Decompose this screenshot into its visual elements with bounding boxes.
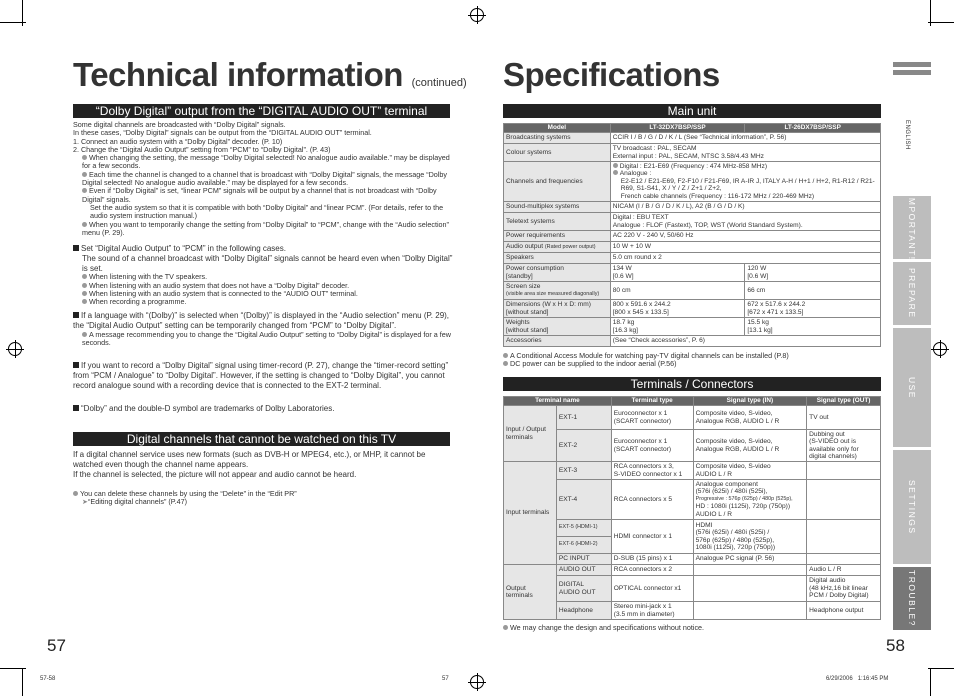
terminal-type: RCA connectors x 3, S-VIDEO connector x 1: [611, 462, 693, 480]
left-title-text: Technical information: [73, 56, 403, 93]
side-marker: [893, 70, 931, 75]
spec-header-cell: LT-32DX7BSP/SSP: [610, 124, 745, 133]
left-title: [73, 56, 467, 94]
bullet-icon: [613, 170, 618, 175]
terminal-row: [504, 554, 881, 565]
terminal-name: EXT-6 (HDMI-2): [556, 537, 611, 554]
terminal-signal-out: Dubbing out (S-VIDEO out is available only for digital channels): [807, 430, 881, 462]
registration-mark-left: [8, 342, 22, 356]
spec-label: Teletext systems: [504, 213, 611, 231]
dolby-bullet: When you want to temporarily change the setting from “Dolby Digital” to “PCM”, change with the “Audio selection” menu (P. 29).: [82, 219, 449, 237]
terminal-type: HDMI connector x 1: [611, 520, 693, 554]
spec-row: [504, 144, 881, 162]
pcm-body: The sound of a channel broadcast with “Dolby Digital” signals cannot be heard even when “Dolby Digital” is set.: [82, 253, 453, 273]
bullet-icon: [503, 361, 508, 366]
terminal-signal-in: HDMI (576i (625i) / 480i (525i) / 576p (625p) / 480p (525p), 1080i (1125i), 720p (750p)): [693, 520, 807, 554]
lang-bullet: A message recommending you to change the “Digital Audio Output” setting to “Dolby Digital” is displayed for a few seconds.: [82, 329, 451, 347]
terminal-signal-out: Digital audio (48 kHz,16 bit linear PCM / Dolby Digital): [807, 576, 881, 602]
registration-mark-right: [933, 342, 947, 356]
terminal-signal-in: Analogue PC signal (P. 56): [693, 554, 807, 565]
pcm-bullet: When listening with an audio system that is connected to the “AUDIO OUT” terminal.: [73, 290, 453, 298]
lang-para: If a language with “(Dolby)” is selected when “(Dolby)” is displayed in the “Audio selection” menu (P. 29), the “Digital Audio Output” setting can be temporarily changed from “PCM” to “Dolby Digital”.: [73, 311, 450, 330]
bullet-icon: [82, 283, 87, 288]
terminal-type: D-SUB (15 pins) x 1: [611, 554, 693, 565]
spec-value: Digital : EBU TEXT Analogue : FLOF (Fastext), TOP, WST (World Standard System).: [610, 213, 880, 231]
pcm-bullet: When listening with the TV speakers.: [73, 273, 453, 281]
terminal-row: [504, 462, 881, 480]
terminal-signal-in: Composite video, S-video, Analogue RGB, AUDIO L / R: [693, 406, 807, 430]
design-note: We may change the design and specifications without notice.: [503, 624, 881, 632]
terminal-row: [504, 520, 881, 537]
spec-notes: A Conditional Access Module for watching pay-TV digital channels can be installed (P.8) DC power can be supplied to the indoor aerial (P.56): [503, 352, 881, 369]
terminal-group: Input / Output terminals: [504, 406, 557, 462]
spec-label: Dimensions (W x H x D: mm) [without stand]: [504, 300, 611, 318]
spec-label: Accessories: [504, 336, 611, 347]
bullet-icon: [82, 172, 87, 177]
spec-row: [504, 213, 881, 231]
timer-section: [73, 361, 453, 390]
dolby-bullet-cont: Set the audio system so that it is compatible with both “Dolby Digital” and “linear PCM”. (For details, refer to the audio system instruction manual.): [90, 202, 444, 221]
footer-center-left: 57: [442, 676, 449, 682]
square-bullet-icon: [73, 312, 79, 318]
terminals-header-cell: Signal type (OUT): [807, 397, 881, 406]
bullet-icon: [82, 299, 87, 304]
terminal-signal-in: [693, 565, 807, 576]
bullet-icon: [73, 491, 78, 496]
right-title: [503, 56, 720, 94]
spec-value-26: 672 x 517.6 x 244.2 [672 x 471 x 133.5]: [745, 300, 881, 318]
spec-header-cell: LT-26DX7BSP/SSP: [745, 124, 881, 133]
spec-label: Audio output (Rated power output): [504, 242, 611, 253]
terminals-header-cell: Signal type (IN): [693, 397, 807, 406]
spec-row: [504, 231, 881, 242]
square-bullet-icon: [73, 405, 79, 411]
terminal-name: Headphone: [556, 602, 611, 620]
terminal-signal-out: TV out: [807, 406, 881, 430]
bullet-icon: [82, 155, 87, 160]
spec-value: 5.0 cm round x 2: [610, 253, 880, 264]
bullet-icon: [503, 625, 508, 630]
spec-value-32: 80 cm: [610, 282, 745, 300]
terminal-row: [504, 602, 881, 620]
terminals-table: [503, 396, 881, 620]
square-bullet-icon: [73, 245, 79, 251]
spec-label: Sound-multiplex systems: [504, 202, 611, 213]
spec-value-32: 134 W [0.6 W]: [610, 264, 745, 282]
terminal-row: [504, 480, 881, 520]
terminal-type: OPTICAL connector x1: [611, 576, 693, 602]
spec-label: Screen size (visible area size measured diagonally): [504, 282, 611, 300]
terminal-name: EXT-4: [556, 480, 611, 520]
digital-section-bar: Digital channels that cannot be watched on this TV: [73, 432, 450, 446]
spec-value-32: 18.7 kg [16.3 kg]: [610, 318, 745, 336]
crop-mark: [22, 668, 23, 696]
dolby-line: 2. Change the “Digital Audio Output” setting from “PCM” to “Dolby Digital”. (P. 43): [73, 144, 331, 154]
spec-value-26: 15.5 kg [13.1 kg]: [745, 318, 881, 336]
terminals-header-cell: Terminal type: [611, 397, 693, 406]
bullet-icon: [82, 274, 87, 279]
spec-label: Broadcasting systems: [504, 133, 611, 144]
terminal-row: [504, 430, 881, 462]
terminals-header-cell: Terminal name: [504, 397, 612, 406]
spec-value-26: 120 W [0.6 W]: [745, 264, 881, 282]
terminal-row: [504, 565, 881, 576]
crop-mark: [0, 668, 26, 669]
tab-prepare[interactable]: PREPARE: [893, 262, 931, 325]
terminal-type: RCA connectors x 2: [611, 565, 693, 576]
terminal-signal-in: Composite video, S-video AUDIO L / R: [693, 462, 807, 480]
dolby-line: 1. Connect an audio system with a “Dolby Digital” decoder. (P. 10): [73, 136, 283, 146]
bullet-icon: [613, 163, 618, 168]
spec-split-row: [504, 300, 881, 318]
tab-use[interactable]: USE: [893, 328, 931, 447]
bullet-icon: [82, 291, 87, 296]
terminal-row: [504, 406, 881, 430]
crop-mark: [0, 22, 26, 23]
dolby-bullet: Even if “Dolby Digital” is set, “linear PCM” signals will be output by a channel that is not broadcast with “Dolby Digital” signals.: [82, 186, 437, 204]
square-bullet-icon: [73, 362, 79, 368]
digital-section-body: [73, 450, 453, 479]
spec-label: Power consumption [standby]: [504, 264, 611, 282]
terminal-signal-out: Headphone output: [807, 602, 881, 620]
spec-value: TV broadcast : PAL, SECAM External input : PAL, SECAM, NTSC 3.58/4.43 MHz: [610, 144, 880, 162]
spec-value: CCIR I / B / G / D / K / L (See “Technical information”, P. 56): [610, 133, 880, 144]
right-page-number: 58: [886, 636, 905, 655]
bullet-icon: [82, 222, 87, 227]
terminals-bar: Terminals / Connectors: [503, 377, 881, 391]
terminal-group: Input terminals: [504, 462, 557, 565]
dolby-bullet: Each time the channel is changed to a channel that is broadcast with “Dolby Digital” signals, the message “Dolby Digital selected! No analogue audio available.” may be displayed for a few seconds.: [82, 169, 447, 188]
spec-value-26: 66 cm: [745, 282, 881, 300]
terminals-header-row: [504, 397, 881, 406]
tab-settings[interactable]: SETTINGS: [893, 450, 931, 564]
spec-value: NICAM (I / B / G / D / K / L), A2 (B / G / D / K): [610, 202, 880, 213]
tab-trouble[interactable]: TROUBLE?: [893, 567, 931, 630]
spec-row: [504, 162, 881, 202]
terminal-name: EXT-5 (HDMI-1): [556, 520, 611, 537]
spec-value: (See “Check accessories”, P. 6): [610, 336, 880, 347]
spec-label: Speakers: [504, 253, 611, 264]
terminal-signal-out: Audio L / R: [807, 565, 881, 576]
terminal-signal-out: [807, 462, 881, 480]
spec-value: Digital : E21-E69 (Frequency : 474 MHz-858 MHz) Analogue : E2-E12 / E21-E69, F2-F10 / F21-F69, IR A-IR J, ITALY A-H / H+1 / H+2, R1-R12 / R21-R69, S1-S41, X / Y / Z / Z+1 / Z+2, French cable channels (Frequency : 116-172 MHz / 220-469 MHz): [610, 162, 880, 202]
terminal-type: RCA connectors x 5: [611, 480, 693, 520]
terminal-signal-in: Analogue component (576i (625i) / 480i (525i), Progressive : 576p (625p) / 480p (525p), HD : 1080i (1125i), 720p (750p)) AUDIO L / R: [693, 480, 807, 520]
spec-table: [503, 123, 881, 347]
spec-label: Power requirements: [504, 231, 611, 242]
bullet-icon: [503, 353, 508, 358]
spec-row: [504, 202, 881, 213]
terminal-signal-in: Composite video, S-video, Analogue RGB, AUDIO L / R: [693, 430, 807, 462]
spec-header-row: [504, 124, 881, 133]
english-tab: ENGLISH: [904, 120, 910, 150]
bullet-icon: [82, 332, 87, 337]
dolby-line: In these cases, “Dolby Digital” signals can be output from the “DIGITAL AUDIO OUT” terminal.: [73, 128, 372, 138]
crop-mark: [928, 22, 954, 23]
terminal-name: EXT-2: [556, 430, 611, 462]
spec-value: 10 W + 10 W: [610, 242, 880, 253]
spec-row: [504, 253, 881, 264]
footer-left: 57-58: [40, 676, 56, 682]
terminal-signal-out: [807, 554, 881, 565]
terminal-group: Output terminals: [504, 565, 557, 620]
crop-mark: [928, 668, 954, 669]
terminal-name: EXT-1: [556, 406, 611, 430]
dolby-bullet: When changing the setting, the message “Dolby Digital selected! No analogue audio available.” may be displayed for a few seconds.: [82, 153, 450, 171]
digital-para: If a digital channel service uses new formats (such as DVB-H or MPEG4, etc.), or MHP, it cannot be watched even though the channel name appears.: [73, 450, 426, 469]
terminal-signal-in: [693, 602, 807, 620]
dolby-section-body: [73, 121, 451, 237]
spec-split-row: [504, 282, 881, 300]
dolby-section-bar: “Dolby Digital” output from the “DIGITAL AUDIO OUT” terminal: [73, 104, 450, 118]
bullet-icon: [82, 188, 87, 193]
pcm-section: [73, 244, 453, 307]
terminal-type: Stereo mini-jack x 1 (3.5 mm in diameter): [611, 602, 693, 620]
spec-label: Channels and frequencies: [504, 162, 611, 202]
spec-row: [504, 133, 881, 144]
terminal-type: Euroconnector x 1 (SCART connector): [611, 430, 693, 462]
terminal-name: PC INPUT: [556, 554, 611, 565]
terminal-type: Euroconnector x 1 (SCART connector): [611, 406, 693, 430]
spec-row: [504, 336, 881, 347]
terminal-name: EXT-3: [556, 462, 611, 480]
terminal-row: [504, 576, 881, 602]
terminal-name: DIGITAL AUDIO OUT: [556, 576, 611, 602]
tab-important[interactable]: IMPORTANT!: [893, 196, 931, 259]
pcm-head: Set “Digital Audio Output” to “PCM” in the following cases.: [73, 244, 453, 254]
terminal-name: AUDIO OUT: [556, 565, 611, 576]
delete-note: You can delete these channels by using the “Delete” in the “Edit PR” ➤“Editing digital channels” (P.47): [73, 490, 453, 507]
pcm-bullet: When recording a programme.: [73, 298, 453, 306]
lang-section: [73, 311, 453, 347]
spec-split-row: [504, 318, 881, 336]
left-title-suffix: (continued): [411, 77, 467, 89]
terminal-signal-out: [807, 520, 881, 554]
spec-label: Weights [without stand]: [504, 318, 611, 336]
left-page-number: 57: [47, 636, 66, 655]
side-marker: [893, 62, 931, 67]
spec-value: AC 220 V - 240 V, 50/60 Hz: [610, 231, 880, 242]
spec-value-32: 800 x 591.6 x 244.2 [800 x 545 x 133.5]: [610, 300, 745, 318]
crop-mark: [930, 668, 931, 696]
reference-arrow-icon: ➤: [82, 497, 89, 507]
terminal-signal-out: [807, 480, 881, 520]
spec-label: Colour systems: [504, 144, 611, 162]
timer-para: If you want to record a “Dolby Digital” signal using timer-record (P. 27), change the “timer-record setting” from “PCM / Analogue” to “Dolby Digital”. However, if the setting is changed to “Dolby Digital”, you cannot record analogue sound with a recording device that is connected to the EXT-2 terminal.: [73, 361, 449, 390]
footer-right: 6/29/2006 1:16:45 PM: [826, 676, 889, 682]
trademark-note: “Dolby” and the double-D symbol are trademarks of Dolby Laboratories.: [73, 404, 453, 414]
spec-row: [504, 242, 881, 253]
pcm-bullet: When listening with an audio system that does not have a “Dolby Digital” decoder.: [73, 282, 453, 290]
main-unit-bar: Main unit: [503, 104, 881, 118]
registration-mark-top-left: [470, 8, 484, 22]
right-title-text: Specifications: [503, 56, 720, 93]
registration-mark-bottom: [470, 675, 484, 689]
spec-header-cell: Model: [504, 124, 611, 133]
terminal-signal-in: [693, 576, 807, 602]
spec-split-row: [504, 264, 881, 282]
digital-para2: If the channel is selected, the picture will not appear and audio cannot be heard.: [73, 469, 357, 479]
dolby-line: Some digital channels are broadcasted with “Dolby Digital” signals.: [73, 120, 286, 129]
